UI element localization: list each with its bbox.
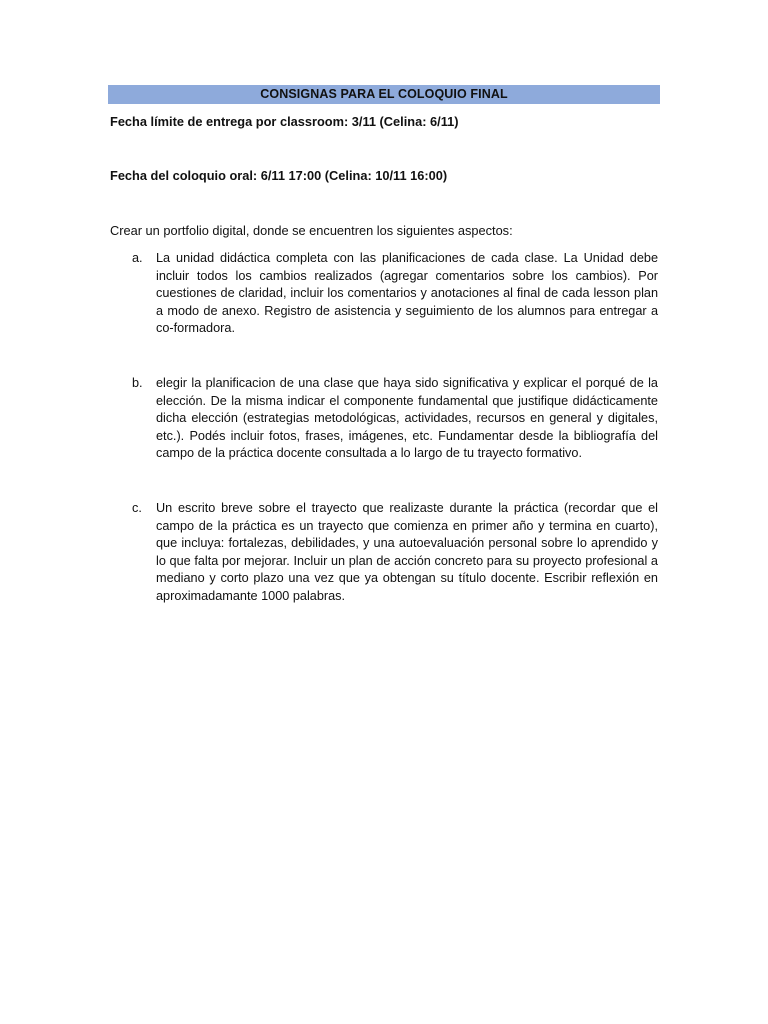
document-title: CONSIGNAS PARA EL COLOQUIO FINAL [108,85,660,104]
list-item-text: Un escrito breve sobre el trayecto que realizaste durante la práctica (recordar que el campo de la práctica es un trayecto que comienza en primer año y termina en cuarto), que incluya: fortalezas, debilidades, y una autoevaluación personal sobre lo aprendido y lo que falta por mejorar. Incluir un plan de acción concreto para su proyecto profesional a mediano y corto plazo una vez que ya obtengan su título docente. Escribir reflexión en aproximadamante 1000 palabras. [156,501,658,603]
oral-exam-date-line: Fecha del coloquio oral: 6/11 17:00 (Celina: 10/11 16:00) [110,168,448,183]
list-item-marker: a. [132,251,143,265]
list-item-a [110,250,660,338]
list-item-marker: c. [132,501,142,515]
deadline-line: Fecha límite de entrega por classroom: 3/11 (Celina: 6/11) [110,114,459,129]
list-item-c [110,500,660,605]
intro-paragraph: Crear un portfolio digital, donde se encuentren los siguientes aspectos: [110,223,513,238]
list-item-marker: b. [132,376,143,390]
list-item-text: La unidad didáctica completa con las planificaciones de cada clase. La Unidad debe incluir todos los cambios realizados (agregar comentarios sobre los cambios). Por cuestiones de claridad, incluir los comentarios y anotaciones al final de cada lesson plan a modo de anexo. Registro de asistencia y seguimiento de los alumnos para entregar a co-formadora. [156,251,658,335]
list-item-b [110,375,660,463]
list-item-text: elegir la planificacion de una clase que haya sido significativa y explicar el porqué de la elección. De la misma indicar el componente fundamental que justifique didácticamente dicha elección (estrategias metodológicas, actividades, recursos en general y digitales, etc.). Podés incluir fotos, frases, imágenes, etc. Fundamentar desde la bibliografía del campo de la práctica docente consultada a lo largo de tu trayecto formativo. [156,376,658,460]
